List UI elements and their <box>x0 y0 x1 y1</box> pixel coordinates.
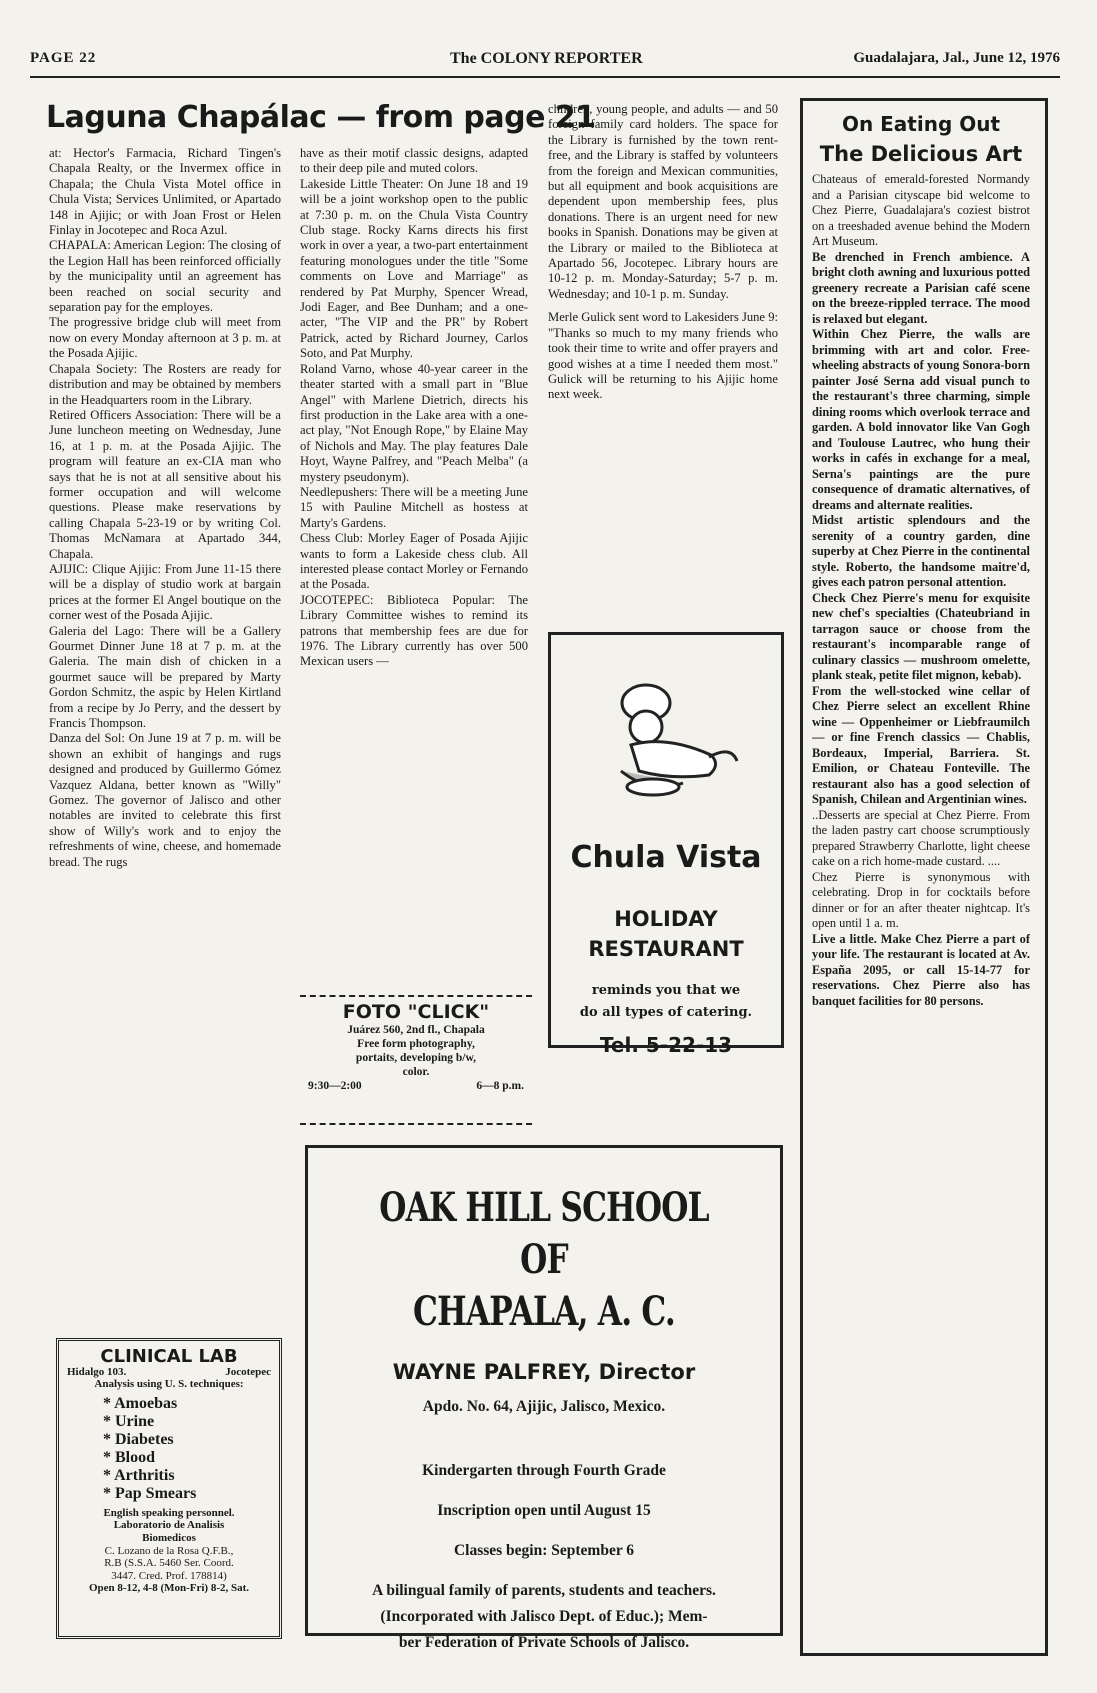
oak-family1: A bilingual family of parents, students and teachers. <box>372 1582 716 1599</box>
oak-title-line1: OAK HILL SCHOOL OF <box>379 1184 709 1283</box>
dateline: Guadalajara, Jal., June 12, 1976 <box>853 50 1060 66</box>
lab-town: Jocotepec <box>225 1365 271 1378</box>
paragraph: Live a little. Make Chez Pierre a part of your life. The restaurant is located at Av. España 2095, or call 15-14-77 for reservations. Chez Pierre also has banquet facilities for 80 persons. <box>812 931 1030 1008</box>
paragraph: Chez Pierre is synonymous with celebrating. Drop in for cocktails before dinner or for an after theater nightcap. It's open until 1 a. m. <box>812 869 1030 930</box>
foto-click-ad <box>300 995 532 1125</box>
paragraph: The progressive bridge club will meet from now on every Monday afternoon at 3 p. m. at the Posada Ajijic. <box>49 315 281 361</box>
paragraph: at: Hector's Farmacia, Richard Tingen's Chapala Realty, or the Invermex office in Chapala; the Chula Vista Motel office in Chula Vista; Services Unlimited, or Apartado 148 in Ajijic; or with Joan Frost or Helen Finlay in Jocotepec and Roca Azul. <box>49 146 281 238</box>
paragraph: Within Chez Pierre, the walls are brimming with art and color. Free-wheeling abstracts of young Sonora-born painter José Serna add visual punch to the restaurant's three charming, simple dining rooms which overlook terrace and garden. A bold innovator like Van Gogh and Toulouse Lautrec, who hung their works in cafés in exchange for a meal, Serna's paintings are the pure consequence of dramatic alternatives, of dreams and alternate realities. <box>812 327 1030 512</box>
lab-hours: Open 8-12, 4-8 (Mon-Fri) 8-2, Sat. <box>88 1582 250 1595</box>
column-2 <box>300 146 528 670</box>
eating-column <box>812 172 1030 1009</box>
foto-address: Juárez 560, 2nd fl., Chapala <box>347 1024 485 1036</box>
eating-title: The Delicious Art <box>819 142 1023 166</box>
lab-credits-1: C. Lozano de la Rosa Q.F.B., <box>104 1544 234 1557</box>
chula-line2: do all types of catering. <box>579 1005 753 1020</box>
headline: Laguna Chapálac — from page 21 <box>46 100 596 135</box>
lab-staff: English speaking personnel. <box>103 1506 235 1519</box>
lab-title: CLINICAL LAB <box>100 1346 238 1367</box>
chula-holiday: HOLIDAY <box>614 907 718 931</box>
paragraph: ..Desserts are special at Chez Pierre. From the laden pastry cart choose scrumptiously prepared Strawberry Charlotte, light cheese cake on a rich home-made custard. .... <box>812 807 1030 868</box>
oak-grades: Kindergarten through Fourth Grade <box>422 1462 666 1479</box>
lab-credits-3: 3447. Cred. Prof. 178814) <box>111 1569 227 1582</box>
paragraph: Danza del Sol: On June 19 at 7 p. m. will be shown an exhibit of hangings and rugs designed and produced by Guillermo Gómez Vazquez Aldana, better known as "Willy" Gomez. The governor of Jalisco and other notables are invited to celebrate this first show of Willy's work and to enjoy the refreshments of wine, cheese, and homemade bread. The rugs <box>49 731 281 869</box>
foto-line3: color. <box>402 1066 430 1078</box>
masthead-rule <box>30 76 1060 78</box>
paragraph: AJIJIC: Clique Ajijic: From June 11-15 there will be a display of studio work at bargain prices at the former El Angel boutique on the corner west of the Posada Ajijic. <box>49 561 281 623</box>
foto-title: FOTO "CLICK" <box>342 1001 490 1023</box>
paragraph: Lakeside Little Theater: On June 18 and 19 will be a joint workshop open to the public at 7:30 p. m. on the Chula Vista Country Club stage. Rocky Karns directs his first work in over a year, a two-part entertainment featuring monologues under the title "Some comments on Love and Marriage" as rendered by Pat Murphy, Spencer Wread, Jodi Eager, and Bee Dunham; and a one-acter, "The VIP and the PR" by Robert Patrick, acted by Richard Journey, Carlos Soto, and Pat Murphy. <box>300 176 528 361</box>
oak-inscription: Inscription open until August 15 <box>437 1502 651 1519</box>
oak-hill-school-ad <box>305 1145 783 1651</box>
lab-test: * Pap Smears <box>103 1484 197 1502</box>
paragraph: Check Chez Pierre's menu for exquisite new chef's specialties (Chateubriand in tarragon sauce or choose from the restaurant's incomparable range of culinary classics — mushroom omelette, plank steak, petite filet mignon, kebab). <box>812 590 1030 682</box>
paragraph: CHAPALA: American Legion: The closing of the Legion Hall has been reinforced officially by the municipality until an agreement has been reached on social security and separation pay for the employes. <box>49 238 281 315</box>
foto-hours-evening: 6—8 p.m. <box>476 1080 524 1092</box>
lab-analysis: Analysis using U. S. techniques: <box>94 1378 244 1391</box>
lab-credits-2: R.B (S.S.A. 5460 Ser. Coord. <box>104 1557 234 1570</box>
paragraph: children, young people, and adults — and 50 foreign family card holders. The space for the Library is furnished by the town rent-free, and the Library is staffed by volunteers from the foreign and Mexican communities, but all equipment and book acquisitions are dependent upon membership fees, plus donations. There is an urgent need for new books in Spanish. Donations may be given at the Library or mailed to the Biblioteca at Apartado 56, Jocotepec. Library hours are 10-12 p. m. Monday-Saturday; 5-7 p. m. Wednesday; and 10-1 p. m. Sunday. <box>548 102 778 301</box>
oak-address: Apdo. No. 64, Ajijic, Jalisco, Mexico. <box>422 1398 666 1415</box>
lab-test: * Diabetes <box>103 1430 174 1448</box>
paragraph: Chess Club: Morley Eager of Posada Ajijic wants to form a Lakeside chess club. All interested please contact Morley or Fernando at the Posada. <box>300 531 528 592</box>
paragraph: Chateaus of emerald-forested Normandy and a Parisian cityscape bid welcome to Chez Pierre, Guadalajara's coziest bistrot on a treeshaded avenue behind the Modern Art Museum. <box>812 172 1030 248</box>
paragraph: have as their motif classic designs, adapted to their deep pile and muted colors. <box>300 146 528 176</box>
lab-test: * Arthritis <box>103 1466 175 1484</box>
lab-test: * Amoebas <box>103 1394 178 1412</box>
paragraph: Be drenched in French ambience. A bright cloth awning and luxurious potted greenery recreate a Parisian café scene on the breeze-rippled terrace. The mood is relaxed but elegant. <box>812 249 1030 326</box>
chula-title: Chula Vista <box>570 840 762 875</box>
lab-test: * Blood <box>103 1448 156 1466</box>
foto-line1: Free form photography, <box>357 1038 475 1050</box>
column-1 <box>49 146 281 870</box>
oak-classes: Classes begin: September 6 <box>453 1542 635 1559</box>
page-number: PAGE 22 <box>30 50 97 66</box>
chula-vista-ad <box>548 632 784 1057</box>
chula-phone: Tel. 5-22-13 <box>599 1033 733 1057</box>
newspaper-name: The COLONY REPORTER <box>450 50 643 67</box>
oak-family2: (Incorporated with Jalisco Dept. of Educ.); Mem- <box>380 1608 708 1625</box>
paragraph: From the well-stocked wine cellar of Chez Pierre select an excellent Rhine wine — Oppenheimer or Liebfraumilch — or fine French classics — Chablis, Bordeaux, Imperial, Barriera. St. Emilion, or Chateau Fonteville. The restaurant also has a good selection of Spanish, Chilean and Argentinian wines. <box>812 683 1030 806</box>
paragraph: Chapala Society: The Rosters are ready for distribution and may be obtained by members in the Headquarters room in the Library. <box>49 361 281 407</box>
paragraph: Midst artistic splendours and the serenity of a country garden, dine superby at Chez Pierre in the continental style. Roberto, the handsome maitre'd, gives each patron personal attention. <box>812 513 1030 589</box>
chula-line1: reminds you that we <box>591 983 741 998</box>
eating-kicker: On Eating Out <box>841 112 1001 136</box>
paragraph: Merle Gulick sent word to Lakesiders June 9: "Thanks so much to my many friends who took their time to write and offer prayers and good wishes at a time I needed them most." Gulick will be returning to his Ajijic home next week. <box>548 310 778 402</box>
oak-family3: ber Federation of Private Schools of Jalisco. <box>398 1634 690 1651</box>
paragraph: Galeria del Lago: There will be a Gallery Gourmet Dinner June 18 at 7 p. m. at the Galeria. The main dish of chicken in a gourmet sauce will be prepared by Marty Gordon Schmitz, the aspic by Helen Kirtland from a recipe by Jo Perry, and the dessert by Francis Thompson. <box>49 623 281 731</box>
paragraph: Roland Varno, whose 40-year career in the theater started with a small part in "Blue Angel" with Marlene Dietrich, directs his first production in the Lake area with a one-act play, "Not Enough Rope," by Elaine May of Nichols and May. The play features Dale Hoyt, Wayne Palfrey, and "Peach Melba" (a mystery pseudonym). <box>300 361 528 484</box>
lab-tests-list <box>103 1395 279 1503</box>
column-3 <box>548 102 778 403</box>
lab-test: * Urine <box>103 1412 155 1430</box>
paragraph: JOCOTEPEC: Biblioteca Popular: The Library Committee wishes to remind its patrons that membership fees are due for 1976. The Library currently has over 500 Mexican users — <box>300 592 528 669</box>
lab-lab-name: Laboratorio de Analisis Biomedicos <box>113 1519 225 1544</box>
oak-director: WAYNE PALFREY, Director <box>392 1360 696 1384</box>
clinical-lab-ad <box>56 1338 282 1639</box>
oak-title-line2: CHAPALA, A. C. <box>413 1288 675 1335</box>
paragraph: Needlepushers: There will be a meeting June 15 with Pauline Mitchell as hostess at Marty's Gardens. <box>300 484 528 530</box>
oak-title <box>360 1182 728 1338</box>
lab-address: Hidalgo 103. <box>67 1365 127 1378</box>
paragraph: Retired Officers Association: There will be a June luncheon meeting on Wednesday, June 16, at 1 p. m. at the Posada Ajijic. The program will feature an ex-CIA man who says that he is not at all sensitive about his former occupation and will welcome questions. Please make reservations by calling Chapala 5-23-19 or by writing Col. Thomas McNamara at Apartado 344, Chapala. <box>49 407 281 561</box>
foto-hours-morning: 9:30—2:00 <box>308 1080 362 1092</box>
masthead <box>30 48 1060 74</box>
foto-line2: portaits, developing b/w, <box>355 1052 477 1064</box>
chef-illustration <box>591 675 741 825</box>
chula-restaurant: RESTAURANT <box>588 937 744 961</box>
